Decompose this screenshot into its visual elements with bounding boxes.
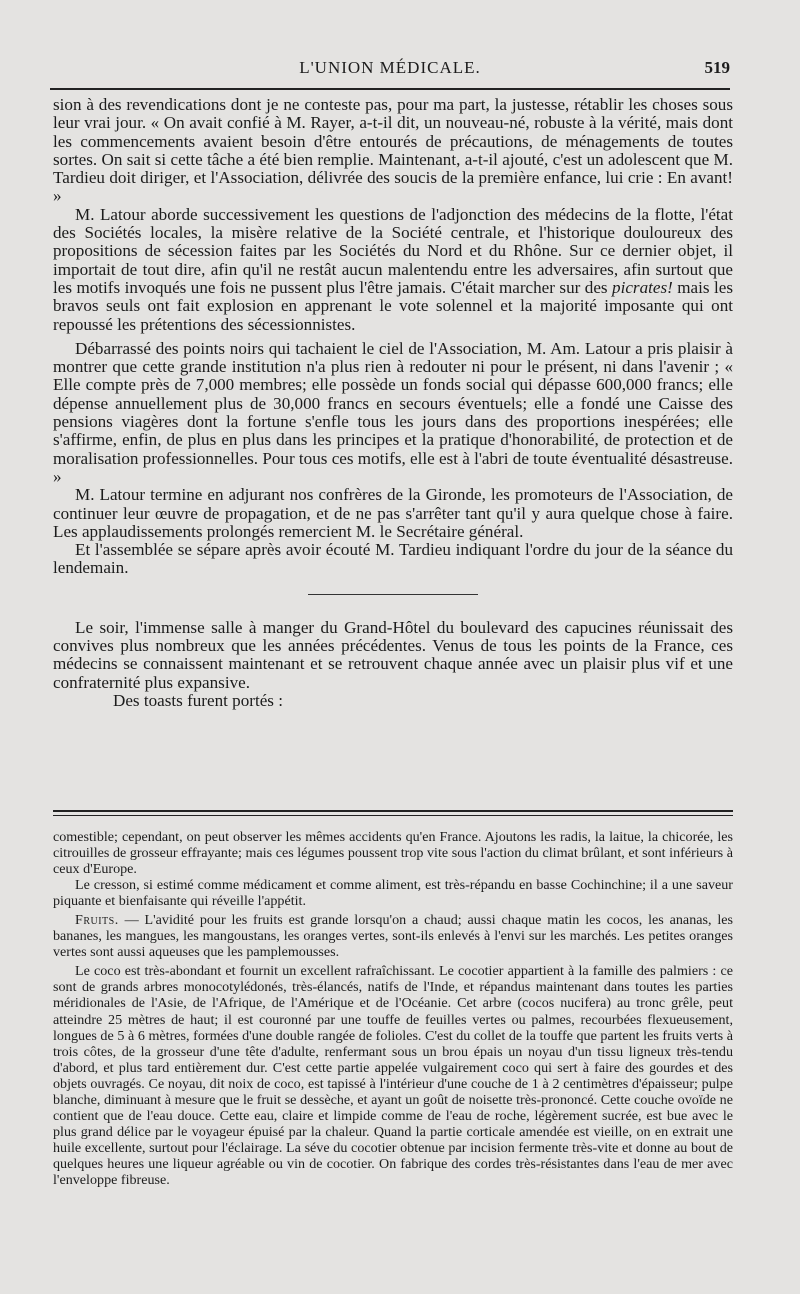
paragraph-latour-questions [53,206,733,334]
feuilleton-rule [53,810,733,816]
paragraph-association-figures: Débarrassé des points noirs qui tachaient le ciel de l'Association, M. Am. Latour a pris plaisir à montrer que cette grande institution n'a plus rien à redouter ni pour le présent, ni dans l'avenir ; « Elle compte près de 7,000 membres; elle possède un fonds social qui dépasse 600,000 francs; elle dépense annuellement plus de 30,000 francs en secours éventuels; elle a fondé une Caisse des pensions viagères dont la fortune s'enfle tous les jours dans des proportions inespérées; elle s'affirme, enfin, de plus en plus dans les principes et la pratique d'honorabilité, de protection et de moralisation professionnelles. Pour tous ces motifs, elle est à l'abri de toute éventualité désastreuse. » [53,338,734,486]
section-label: Fruits. [75,912,119,929]
paragraph-latour-conclusion: M. Latour termine en adjurant nos confrères de la Gironde, les promoteurs de l'Association, de continuer leur œuvre de propagation, et de ne pas s'arrêter tant qu'il y aura quelque chose à faire. Les applaudissements prolongés remercient M. le Secrétaire général. [53,485,733,541]
page-header [50,58,730,86]
note-fruits [53,912,733,960]
note-text: — L'avidité pour les fruits est grande lorsqu'on a chaud; aussi chaque matin les cocos, les ananas, les bananes, les mangues, les mangoustans, les oranges vertes, sont-ils enlevés à l'envi sur les marchés. Les petites oranges vertes sont aussi aqueuses que les pamplemousses. [53,912,733,961]
main-text [53,96,733,710]
running-title: L'UNION MÉDICALE. [299,58,481,77]
italic-word: picrates! [612,277,673,297]
paragraph-text: mais les bravos seuls ont fait explosion en apprenant le vote solennel et la majorité imposante qui ont repoussé les prétentions des sécessionnistes. [53,277,733,334]
note-cresson: Le cresson, si estimé comme médicament et comme aliment, est très-répandu en basse Cochinchine; il a une saveur piquante et bienfaisante qui réveille l'appétit. [53,877,733,910]
page-number: 519 [704,58,730,77]
paragraph-banquet: Le soir, l'immense salle à manger du Grand-Hôtel du boulevard des capucines réunissait des convives plus nombreux que les années précédentes. Venus de tous les points de la France, ces médecins se connaissent maintenant et se retrouvent chaque année avec un plaisir plus vif et une confraternité plus expansive. [53,617,733,692]
note-coco: Le coco est très-abondant et fournit un excellent rafraîchissant. Le cocotier appartient à la famille des palmiers : ce sont de grands arbres monocotylédonés, très-élancés, natifs de l'Inde, et répandus maintenant dans toutes les parties méridionales de l'Asie, de l'Afrique, de l'Amérique et de l'Océanie. Cet arbre (cocos nucifera) au tronc grêle, peut atteindre 25 mètres de haut; il est couronné par une touffe de feuilles vertes ou palmes, recourbées flexueusement, longues de 5 à 6 mètres, formées d'une double rangée de folioles. C'est du collet de la touffe que partent les fruits verts à trois côtes, de la grosseur d'une tête d'adulte, renfermant sous un brou épais un noyau d'un tissu ligneux très-tendu d'abord, et plus tard entièrement dur. C'est cette partie appelée vulgairement coco qui sert à faire des gourdes et des objets ouvragés. Ce noyau, dit noix de coco, est tapissé à l'intérieur d'une couche de 1 à 2 centimètres d'épaisseur; pulpe blanche, diminuant à mesure que le fruit se dessèche, et ayant un goût de noisette très-prononcé. Cette couche ovoïde ne contient que de l'eau douce. Cette eau, claire et limpide comme de l'eau de roche, légèrement sucrée, est bue avec le plus grand délice par le voyageur épuisé par la chaleur. Quand la partie corticale amendée est vieille, on en extrait une huile excellente, surtout pour l'éclairage. La séve du cocotier obtenue par incision fermente très-vite et donne au bout de quelques heures une liqueur agréable ou vin de cocotier. On fabrique des cordes très-résistantes dans l'eau de mer avec l'enveloppe fibreuse. [53,963,733,1188]
paragraph-text: M. Latour aborde successivement les questions de l'adjonction des médecins de la flotte, l'état des Sociétés locales, la misère relative de la Société centrale, et l'historique douloureux des propositions de sécession faites par les Sociétés du Nord et du Rhône. Sur ce dernier objet, il importait de tout dire, afin qu'il ne restât aucun malentendu entre les adversaires, afin surtout que les motifs invoqués une fois ne pussent plus l'être jamais. C'était marcher sur des [53,204,733,297]
header-rule [50,88,730,90]
note-vegetables: comestible; cependant, on peut observer les mêmes accidents qu'en France. Ajoutons les radis, la laitue, la chicorée, les citrouilles de grosseur effrayante; mais ces légumes poussent trop vite sous l'action du climat brûlant, et sont inférieurs à ceux d'Europe. [53,829,733,878]
section-divider [308,594,478,595]
paragraph-toasts: Des toasts furent portés : [113,690,283,710]
paragraph-continuation: sion à des revendications dont je ne conteste pas, pour ma part, la justesse, rétablir les choses sous leur vrai jour. « On avait confié à M. Rayer, a-t-il dit, un nouveau-né, robuste à la vérité, mais dont les commencements avaient besoin d'être entourés de précautions, de ménagements de toutes sortes. On sait si cette tâche a été bien remplie. Maintenant, a-t-il ajouté, c'est un adolescent que M. Tardieu doit diriger, et l'Association, délivrée des soucis de la première enfance, lui crie : En avant! » [53,95,733,206]
paragraph-assembly-closes: Et l'assemblée se sépare après avoir écouté M. Tardieu indiquant l'ordre du jour de la séance du lendemain. [53,540,733,578]
feuilleton-text [53,829,733,1188]
